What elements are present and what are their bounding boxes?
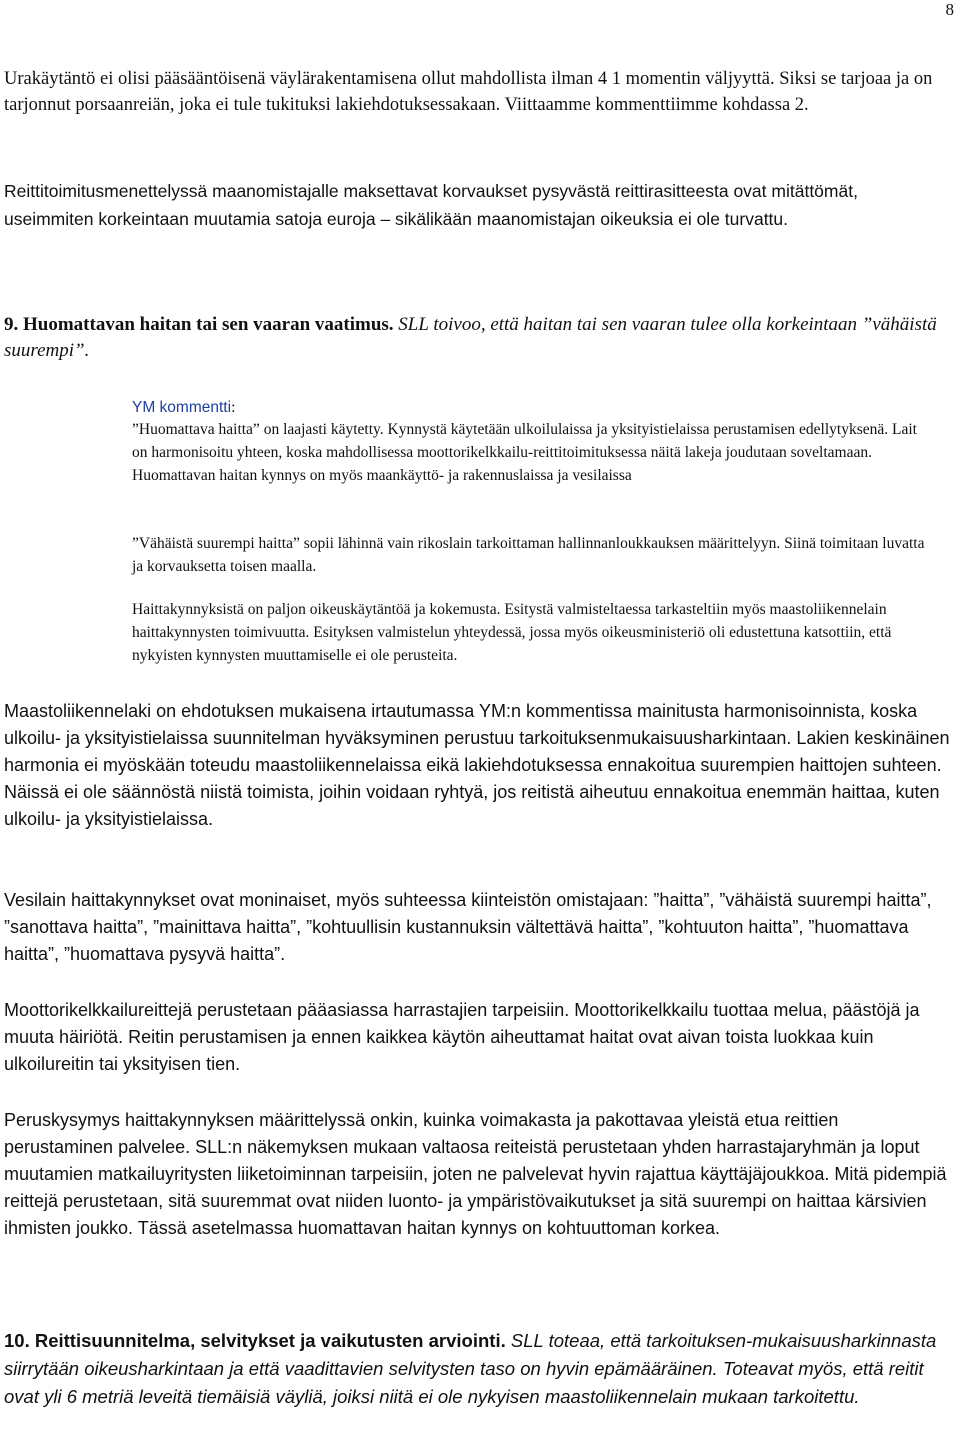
ym-comment-paragraph-2: ”Vähäistä suurempi haitta” sopii lähinnä vain rikoslain tarkoittaman hallinnanloukkauksen määrittelyyn. Siinä toimitaan luvatta ja korvauksetta toisen maalla.: [132, 535, 925, 575]
ym-comment-label: [132, 396, 932, 419]
paragraph-5: Moottorikelkkailureittejä perustetaan pääasiassa harrastajien tarpeisiin. Moottorikelkkailu tuottaa melua, päästöjä ja muuta häiriötä. Reitin perustamisen ja ennen kaikkea käytön aiheuttamat haitat ovat aivan toista luokkaa kuin ulkoilureitin tai yksityisen tien.: [4, 1000, 920, 1074]
paragraph-2: Reittitoimitusmenettelyssä maanomistajalle maksettavat korvaukset pysyvästä reittirasitteesta ovat mitättömät, useimmiten korkeintaan muutamia satoja euroja – sikälikään maanomistajan oikeuksia ei ole turvattu.: [4, 181, 858, 229]
section-10-title: 10. Reittisuunnitelma, selvitykset ja vaikutusten arviointi.: [4, 1330, 506, 1351]
ym-comment-paragraph-1: ”Huomattava haitta” on laajasti käytetty. Kynnystä käytetään ulkoilulaissa ja yksityistielaissa perustamisen edellytyksenä. Lait on harmonisoitu yhteen, koska mahdollisessa moottorikelkkailu-reittitoimituksessa näitä lakeja joudutaan soveltamaan. Huomattavan haitan kynnys on myös maankäyttö- ja rakennuslaissa ja vesilaissa: [132, 421, 917, 484]
ym-comment-paragraph-3: Haittakynnyksistä on paljon oikeuskäytäntöä ja kokemusta. Esitystä valmisteltaessa tarkasteltiin myös maastoliikennelain haittakynnysten toimivuutta. Esityksen valmistelun yhteydessä, jossa myös oikeusministeriö oli edustettuna katsottiin, että nykyisten kynnysten muuttamiselle ei ole perusteita.: [132, 601, 892, 664]
section-9-statement: SLL toivoo, että haitan tai sen vaaran tulee olla korkeintaan ”vähäistä suurempi”.: [4, 314, 937, 361]
page-number: 8: [945, 0, 954, 19]
paragraph-6: Peruskysymys haittakynnyksen määrittelyssä onkin, kuinka voimakasta ja pakottavaa yleistä etua reittien perustaminen palvelee. SLL:n näkemyksen mukaan valtaosa reiteistä perustetaan yhden harrastajaryhmän ja loput muutamien matkailuyritysten liiketoiminnan tarpeisiin, joten ne palvelevat hyvin rajattua käyttäjäjoukkoa. Mitä pidempiä reittejä perustetaan, sitä suuremmat ovat niiden luonto- ja ympäristövaikutukset ja sitä suurempi on haittaa kärsivien ihmisten joukko. Tässä asetelmassa huomattavan haitan kynnys on kohtuuttoman korkea.: [4, 1110, 947, 1238]
paragraph-3: Maastoliikennelaki on ehdotuksen mukaisena irtautumassa YM:n kommentissa mainitusta harmonisoinnista, koska ulkoilu- ja yksityistielaissa suunnitelman hyväksyminen perustuu tarkoituksenmukaisuusharkintaan. Lakien keskinäinen harmonia ei myöskään toteudu maastoliikennelaissa eikä lakiehdotuksessa ennakoitua suurempien haittojen suhteen. Näissä ei ole säännöstä niistä toimista, joihin voidaan ryhtyä, jos reitistä aiheutuu ennakoitua enemmän haittaa, kuten ulkoilu- ja yksityistielaissa.: [4, 701, 950, 829]
section-10-heading: [4, 1327, 952, 1411]
ym-comment-link[interactable]: YM kommentti: [132, 399, 232, 416]
section-10-statement: SLL toteaa, että tarkoituksen-mukaisuusharkinnasta siirrytään oikeusharkintaan ja että vaadittavien selvitysten taso on hyvin epämääräinen. Toteavat myös, että reitit ovat yli 6 metriä leveitä tiemäisiä väyliä, joiksi niitä ei ole nykyisen maastoliikennelain mukaan tarkoitettu.: [4, 1330, 937, 1407]
section-9-heading: [4, 312, 952, 364]
ym-comment-colon: :: [231, 399, 236, 416]
section-9-title: 9. Huomattavan haitan tai sen vaaran vaatimus.: [4, 314, 394, 335]
paragraph-1: Urakäytäntö ei olisi pääsääntöisenä väylärakentamisena ollut mahdollista ilman 4 1 momentin väljyyttä. Siksi se tarjoaa ja on tarjonnut porsaanreiän, joka ei tule tukituksi lakiehdotuksessakaan. Viittaamme kommenttiimme kohdassa 2.: [4, 69, 933, 115]
paragraph-4: Vesilain haittakynnykset ovat moninaiset, myös suhteessa kiinteistön omistajaan: ”haitta”, ”vähäistä suurempi haitta”, ”sanottava haitta”, ”mainittava haitta”, ”kohtuullisin kustannuksin vältettävä haitta”, ”kohtuuton haitta”, ”huomattava haitta”, ”huomattava pysyvä haitta”.: [4, 890, 932, 964]
